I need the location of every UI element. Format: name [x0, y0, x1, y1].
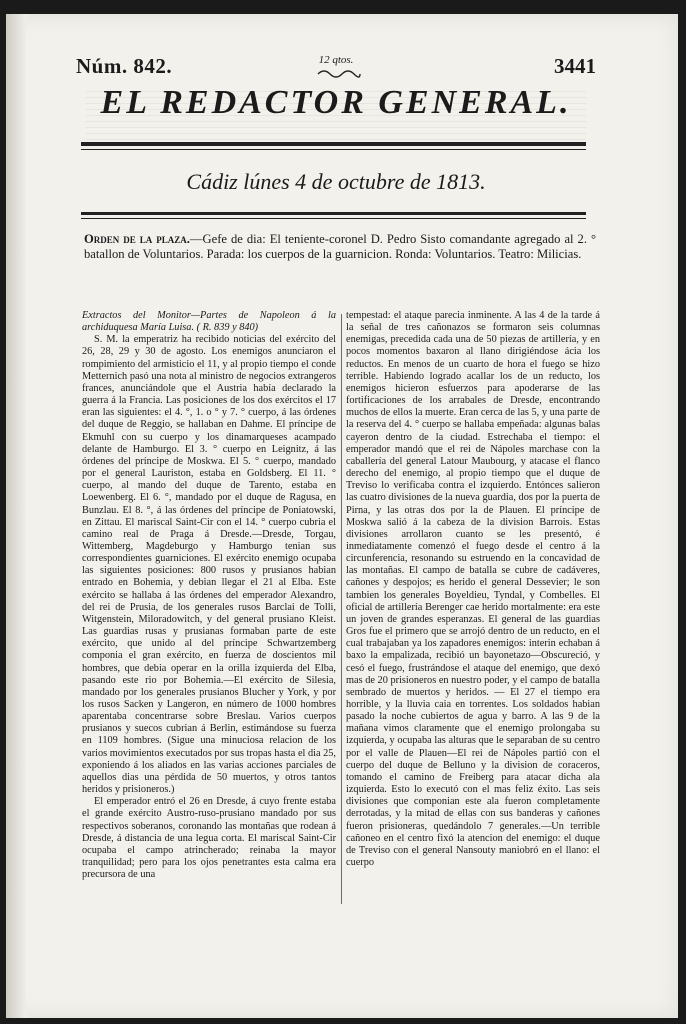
page-number: 3441: [554, 54, 596, 78]
header-line: [76, 54, 596, 80]
dateline: Cádiz lúnes 4 de octubre de 1813.: [186, 169, 486, 194]
article-heading: Extractos del Monitor—Partes de Napoleon á la archiduquesa María Luisa. ( R. 839 y 840): [82, 310, 336, 334]
orden-text: —Gefe de dia: El teniente-coronel D. Pedro Sisto comandante agregado al 2. ° batallon de Voluntarios. Parada: los cuerpos de la guarnicion. Ronda: Voluntarios. Teatro: Milicias.: [84, 232, 596, 262]
orden-label: Orden de la plaza.: [84, 232, 190, 246]
paragraph: S. M. la emperatriz ha recibido noticias del exército del 26, 28, 29 y 30 de agosto. Los enemigos anunciaron el rompimiento del armisticio el 11, y al propio tiempo el conde Metternich pasó una nota al ministro de negocios extrangeros frances, anunciándole que el Austria había declarado la guerra á la Francia. Las posiciones de los dos exércitos el 17 eran las siguientes: el 4. °, 1. o ° y 7. ° cuerpo, á las órdenes del duque de Reggio, se hallaban en Dahme. El príncipe de Ekmuhl con su cuerpo y los dinamarqueses acampado delante de Hamburgo. El 3. ° cuerpo en Leignitz, á las órdenes del príncipe de Moskwa. El 5. ° cuerpo, mandado por el general Lauriston, estaba en Goldsberg. El 11. ° cuerpo, al mando del duque de Tarento, estaba en Loewenberg. El 6. °, mandado por el duque de Ragusa, en Bunzlau. El 8. °, á las órdenes del príncipe de Poniatowski, en Zittau. El mariscal Saint-Cir con el 14. ° cuerpo cubria el camino real de Praga á Dresde.—Dresde, Torgau, Wittemberg, Magdeburgo y Hamburgo tenian sus correspondientes guarniciones. El exército enemigo ocupaba las siguientes posiciones: 800 rusos y prusianos habian entrado en Bohemia, y debian llegar el 21 al Elba. Este exército se hallaba á las órdenes del emperador Alexandro, del rei de Prusia, de los generales rusos Barclai de Tolli, Witgenstein, Miloradowitch, y del general prusiano Kleist. Las guardias rusas y prusianas formaban parte de este exército, que unido al del príncipe Schwartzemberg componia el gran exército, en fuerza de doscientos mil hombres, que debia operar en la orilla izquierda del Elba, pasando este rio por Bohemia.—El exército de Silesia, mandado por los generales prusianos Blucher y York, y por los rusos Sacken y Langeron, en número de 1000 hombres aparentaba concentrarse sobre Breslau. Varios cuerpos prusianos y suecos cubrian á Berlin, estimándose su fuerza en 1109 hombres. (Sigue una minuciosa relacion de los varios movimientos executados por sus tropas hasta el dia 25, exponiendo á los aliados en las varias acciones parciales de aquellos dias una pérdida de 50 muertos, y otros tantos heridos y prisioneros.): [82, 334, 336, 796]
masthead-title: EL REDACTOR GENERAL.: [100, 84, 572, 121]
column-right: [346, 310, 600, 869]
paragraph: El emperador entró el 26 en Dresde, á cuyo frente estaba el grande exército Austro-ruso-prusiano mandado por sus respectivos soberanos, coronando las montañas que rodean á Dresde, á distancia de una legua corta. El mariscal Saint-Cir ocupaba el campo atrincherado; reinaba la mayor tranquilidad; pero para los ojos penetrantes esta calma era precursora de una: [82, 796, 336, 881]
issue-number: Núm. 842.: [76, 54, 173, 78]
masthead-rule-thin: [81, 149, 586, 150]
masthead-rule-thick: [81, 142, 586, 146]
newspaper-page: [6, 14, 678, 1018]
column-left: [82, 310, 336, 881]
flourish-ornament: [316, 68, 361, 80]
column-divider: [341, 314, 342, 904]
dateline-rule-thin: [81, 218, 586, 219]
page-spine: [6, 14, 26, 1018]
paragraph: tempestad: el ataque parecia inminente. A las 4 de la tarde á la señal de tres cañonazos se formaron seis columnas enemigas, precedida cada una de 50 piezas de artillería, y en pocos momentos baxaron al llano dirigiéndose ácia los reductos. En menos de un cuarto de hora el fuego se hizo terrible. Habiendo logrado acallar los de un reducto, los enemigos hicieron esfuerzos para apoderarse de las fortificaciones de los arrabales de Dresde, encontrando muchos de ellos la muerte. Eran cerca de las 5, y una parte de la reserva del 4. ° cuerpo se hallaba empeñada: algunas balas cayeron dentro de la ciudad. Estrechaba el tiempo: el emperador mandó que el rei de Nápoles marchase con la caballería del general Latour Maubourg, y atacase el flanco derecho del enemigo, al propio tiempo que el duque de Treviso lo verificaba contra el izquierdo. Entónces salieron las cuatro divisiones de la nueva guardia, dos por la puerta de Pirna, y las otras dos por la de Plauen. El príncipe de Moskwa salió á la cabeza de la division Barrois. Estas divisiones arrollaron cuanto se les presentó, é inmediatamente comenzó el fuego desde el centro á la circunferencia, resonando su estruendo en la concavidad de las montañas. El campo de batalla se cubre de cadáveres, cañones y despojos; es herido el general Dessevier; le son tambien los generales Boyeldieu, Tyndal, y Combelles. El oficial de artillería Berenger cae herido mortalmente: era este un joven de grandes esperanzas. El general de las guardias Gros fue el primero que se arrojó dentro de un reducto, en el cual trabajaban ya los zapadores enemigos: interin echaban á baxo la empalizada, recibió un bayonetazo—Obscureció, y cesó el fuego, frustrándose el ataque del enemigo, que dexó mas de 20 prisioneros en nuestro poder, y el campo de batalla sembrado de muertos y heridos. — El 27 el tiempo era horrible, y la lluvia caia en torrentes. Los soldados habian pasado la noche cubiertos de agua y barro. A las 9 de la mañana vimos claramente que el enemigo prolongaba su izquierda, y ocupaba las alturas que le separaban de su centro por el valle de Plauen—El rei de Nápoles partió con el cuerpo del duque de Belluno y la division de coraceros, tomando el camino de Freiberg para atacar dicha ala izquierda. Esto lo executó con el mas feliz éxito. Las seis divisiones que componian este ala fueron completamente derrotadas, y la mitad de ellas con sus banderas y cañones fueron prisioneras, quedándolo 7 generales.—Un terrible cañoneo en el centro fixó la atencion del enemigo: el duque de Treviso con el general Nansouty maniobró en el llano: el cuerpo: [346, 310, 600, 869]
orden-de-la-plaza: [84, 232, 596, 262]
dateline-rule-thick: [81, 212, 586, 215]
price: 12 qtos.: [318, 54, 354, 66]
